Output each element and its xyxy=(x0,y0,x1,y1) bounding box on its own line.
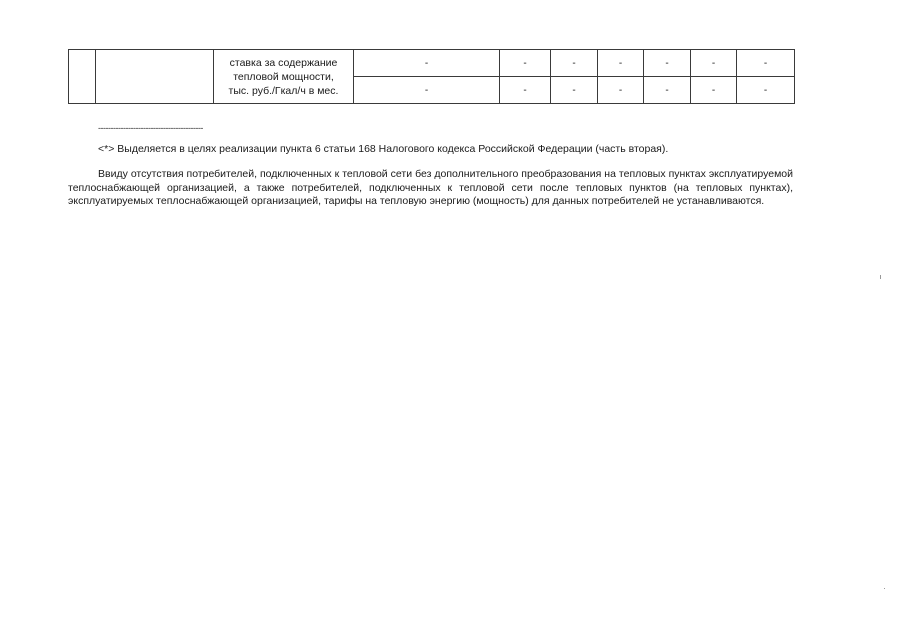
table-cell-value: - xyxy=(551,77,598,104)
table-cell-value: - xyxy=(354,50,500,77)
table-cell-value: - xyxy=(737,77,795,104)
table-cell-number xyxy=(69,50,96,104)
note-paragraph: Ввиду отсутствия потребителей, подключенных к тепловой сети без дополнительного преобразования на тепловых пунктах эксплуатируемой теплоснабжающей организацией, а также потребителей, подключенных к тепловой сети после тепловых пунктов (на тепловых пунктах), эксплуатируемых теплоснабжающей организацией, тарифы на тепловую энергию (мощность) для данных потребителей не устанавливаются. xyxy=(68,168,793,207)
table-cell-value: - xyxy=(598,77,644,104)
table-cell-value: - xyxy=(691,77,737,104)
table-cell-value: - xyxy=(551,50,598,77)
rate-label-line: ставка за содержание xyxy=(229,56,338,69)
rate-label-cell xyxy=(214,50,354,104)
table-cell-value: - xyxy=(644,77,691,104)
scan-speck xyxy=(884,588,885,589)
table-cell-value: - xyxy=(737,50,795,77)
table-cell-value: - xyxy=(598,50,644,77)
tariff-table xyxy=(68,49,795,104)
table-cell-value: - xyxy=(691,50,737,77)
table-cell-value: - xyxy=(500,77,551,104)
rate-label-line: тыс. руб./Гкал/ч в мес. xyxy=(228,84,339,97)
footnote-text: <*> Выделяется в целях реализации пункта 6 статьи 168 Налогового кодекса Российской Федерации (часть вторая). xyxy=(98,143,669,155)
table-cell-value: - xyxy=(500,50,551,77)
table-cell-value: - xyxy=(354,77,500,104)
rate-label-line: тепловой мощности, xyxy=(233,70,334,83)
scan-speck xyxy=(880,275,881,279)
table-row xyxy=(69,50,795,77)
table-cell-value: - xyxy=(644,50,691,77)
footnote-separator: ------------------------------------------ xyxy=(98,123,203,133)
table-cell-group xyxy=(96,50,214,104)
